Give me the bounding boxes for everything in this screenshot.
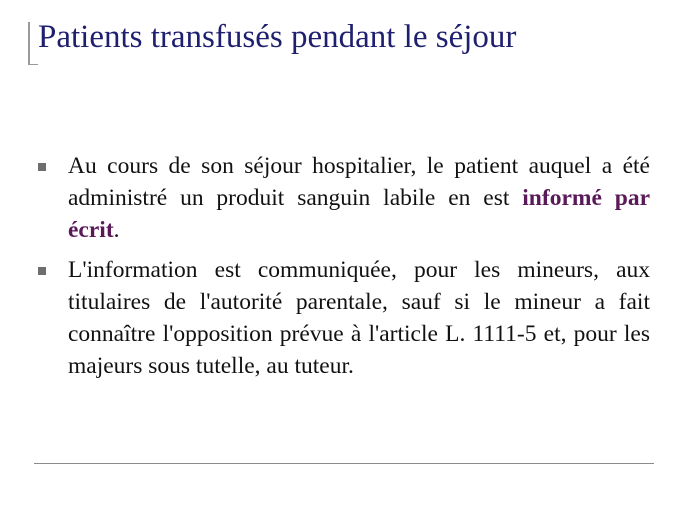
square-bullet-icon — [38, 163, 46, 171]
footer-divider — [34, 463, 654, 464]
title-underline-rule — [28, 64, 38, 65]
bullet-text: L'information est communiquée, pour les mineurs, aux titulaires de l'autorité parentale, sauf si le mineur a fait connaître l'opposition prévue à l'article L. 1111-5 et, pour les majeurs sous tutelle, au tuteur. — [68, 257, 650, 379]
bullet-item-information-mineurs — [38, 254, 650, 382]
bullet-text-before: Au cours de son séjour hospitalier, le patient auquel a été administré un produit sanguin labile en est — [68, 153, 650, 211]
slide-title: Patients transfusés pendant le séjour — [38, 19, 517, 55]
bullet-list — [38, 150, 650, 390]
square-bullet-icon — [38, 267, 46, 275]
bullet-text-after: . — [113, 217, 120, 243]
title-accent-line — [28, 22, 30, 64]
bullet-item-information-ecrit — [38, 150, 650, 246]
bullet-emphasis: informé par écrit — [68, 185, 650, 243]
